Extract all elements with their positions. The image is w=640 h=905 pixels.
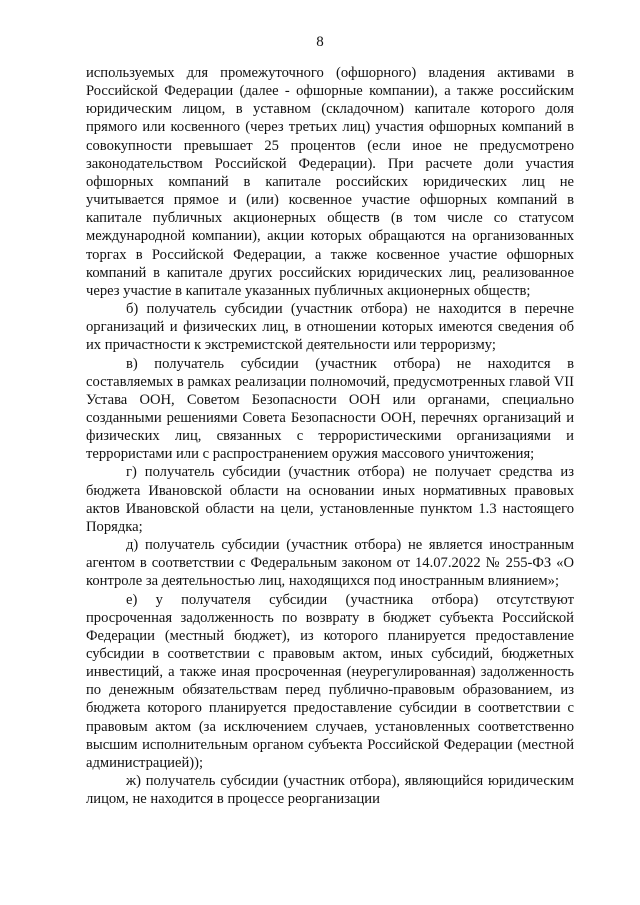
paragraph-item-zh: ж) получатель субсидии (участник отбора), являющийся юридическим лицом, не находится в процессе реорганизации [86,773,574,808]
paragraph-item-v: в) получатель субсидии (участник отбора) не находится в составляемых в рамках реализации полномочий, предусмотренных главой VII Устава ООН, Советом Безопасности ООН или органами, специально созданными решениями Совета Безопасности ООН, перечнях организаций и физических лиц, связанных с террористическими организациями и террористами или с распространением оружия массового уничтожения; [86,355,574,463]
paragraph-item-g: г) получатель субсидии (участник отбора) не получает средства из бюджета Ивановской области на основании иных нормативных правовых актов Ивановской области на цели, установленные пунктом 1.3 настоящего Порядка; [86,464,574,535]
paragraph-continuation: используемых для промежуточного (офшорного) владения активами в Российской Федерации (далее - офшорные компании), а также российским юридическим лицом, в уставном (складочном) капитале которого доля прямого или косвенного (через третьих лиц) участия офшорных компаний в совокупности превышает 25 процентов (если иное не предусмотрено законодательством Российской Федерации). При расчете доли участия офшорных компаний в капитале российских юридических лиц не учитывается прямое и (или) косвенное участие офшорных компаний в капитале публичных акционерных обществ (в том числе со статусом международной компании), акции которых обращаются на организованных торгах в Российской Федерации, а также косвенное участие офшорных компаний в капитале других российских юридических лиц, реализованное через участие в капитале указанных публичных акционерных обществ; [86,65,574,299]
paragraph-item-b: б) получатель субсидии (участник отбора) не находится в перечне организаций и физических лиц, в отношении которых имеются сведения об их причастности к экстремистской деятельности или терроризму; [86,301,574,354]
paragraph-item-e: е) у получателя субсидии (участника отбора) отсутствуют просроченная задолженность по возврату в бюджет субъекта Российской Федерации (местный бюджет), из которого планируется предоставление субсидии в соответствии с правовым актом, иных субсидий, бюджетных инвестиций, а также иная просроченная (неурегулированная) задолженность по денежным обязательствам перед публично-правовым образованием, из бюджета которого планируется предоставление субсидии в соответствии с правовым актом (за исключением случаев, установленных соответственно высшим исполнительным органом субъекта Российской Федерации (местной администрацией)); [86,591,574,771]
page-number: 8 [316,34,324,50]
paragraph-item-d: д) получатель субсидии (участник отбора) не является иностранным агентом в соответствии с Федеральным законом от 14.07.2022 № 255-ФЗ «О контроле за деятельностью лиц, находящихся под иностранным влиянием»; [86,537,574,590]
document-body [86,64,574,808]
